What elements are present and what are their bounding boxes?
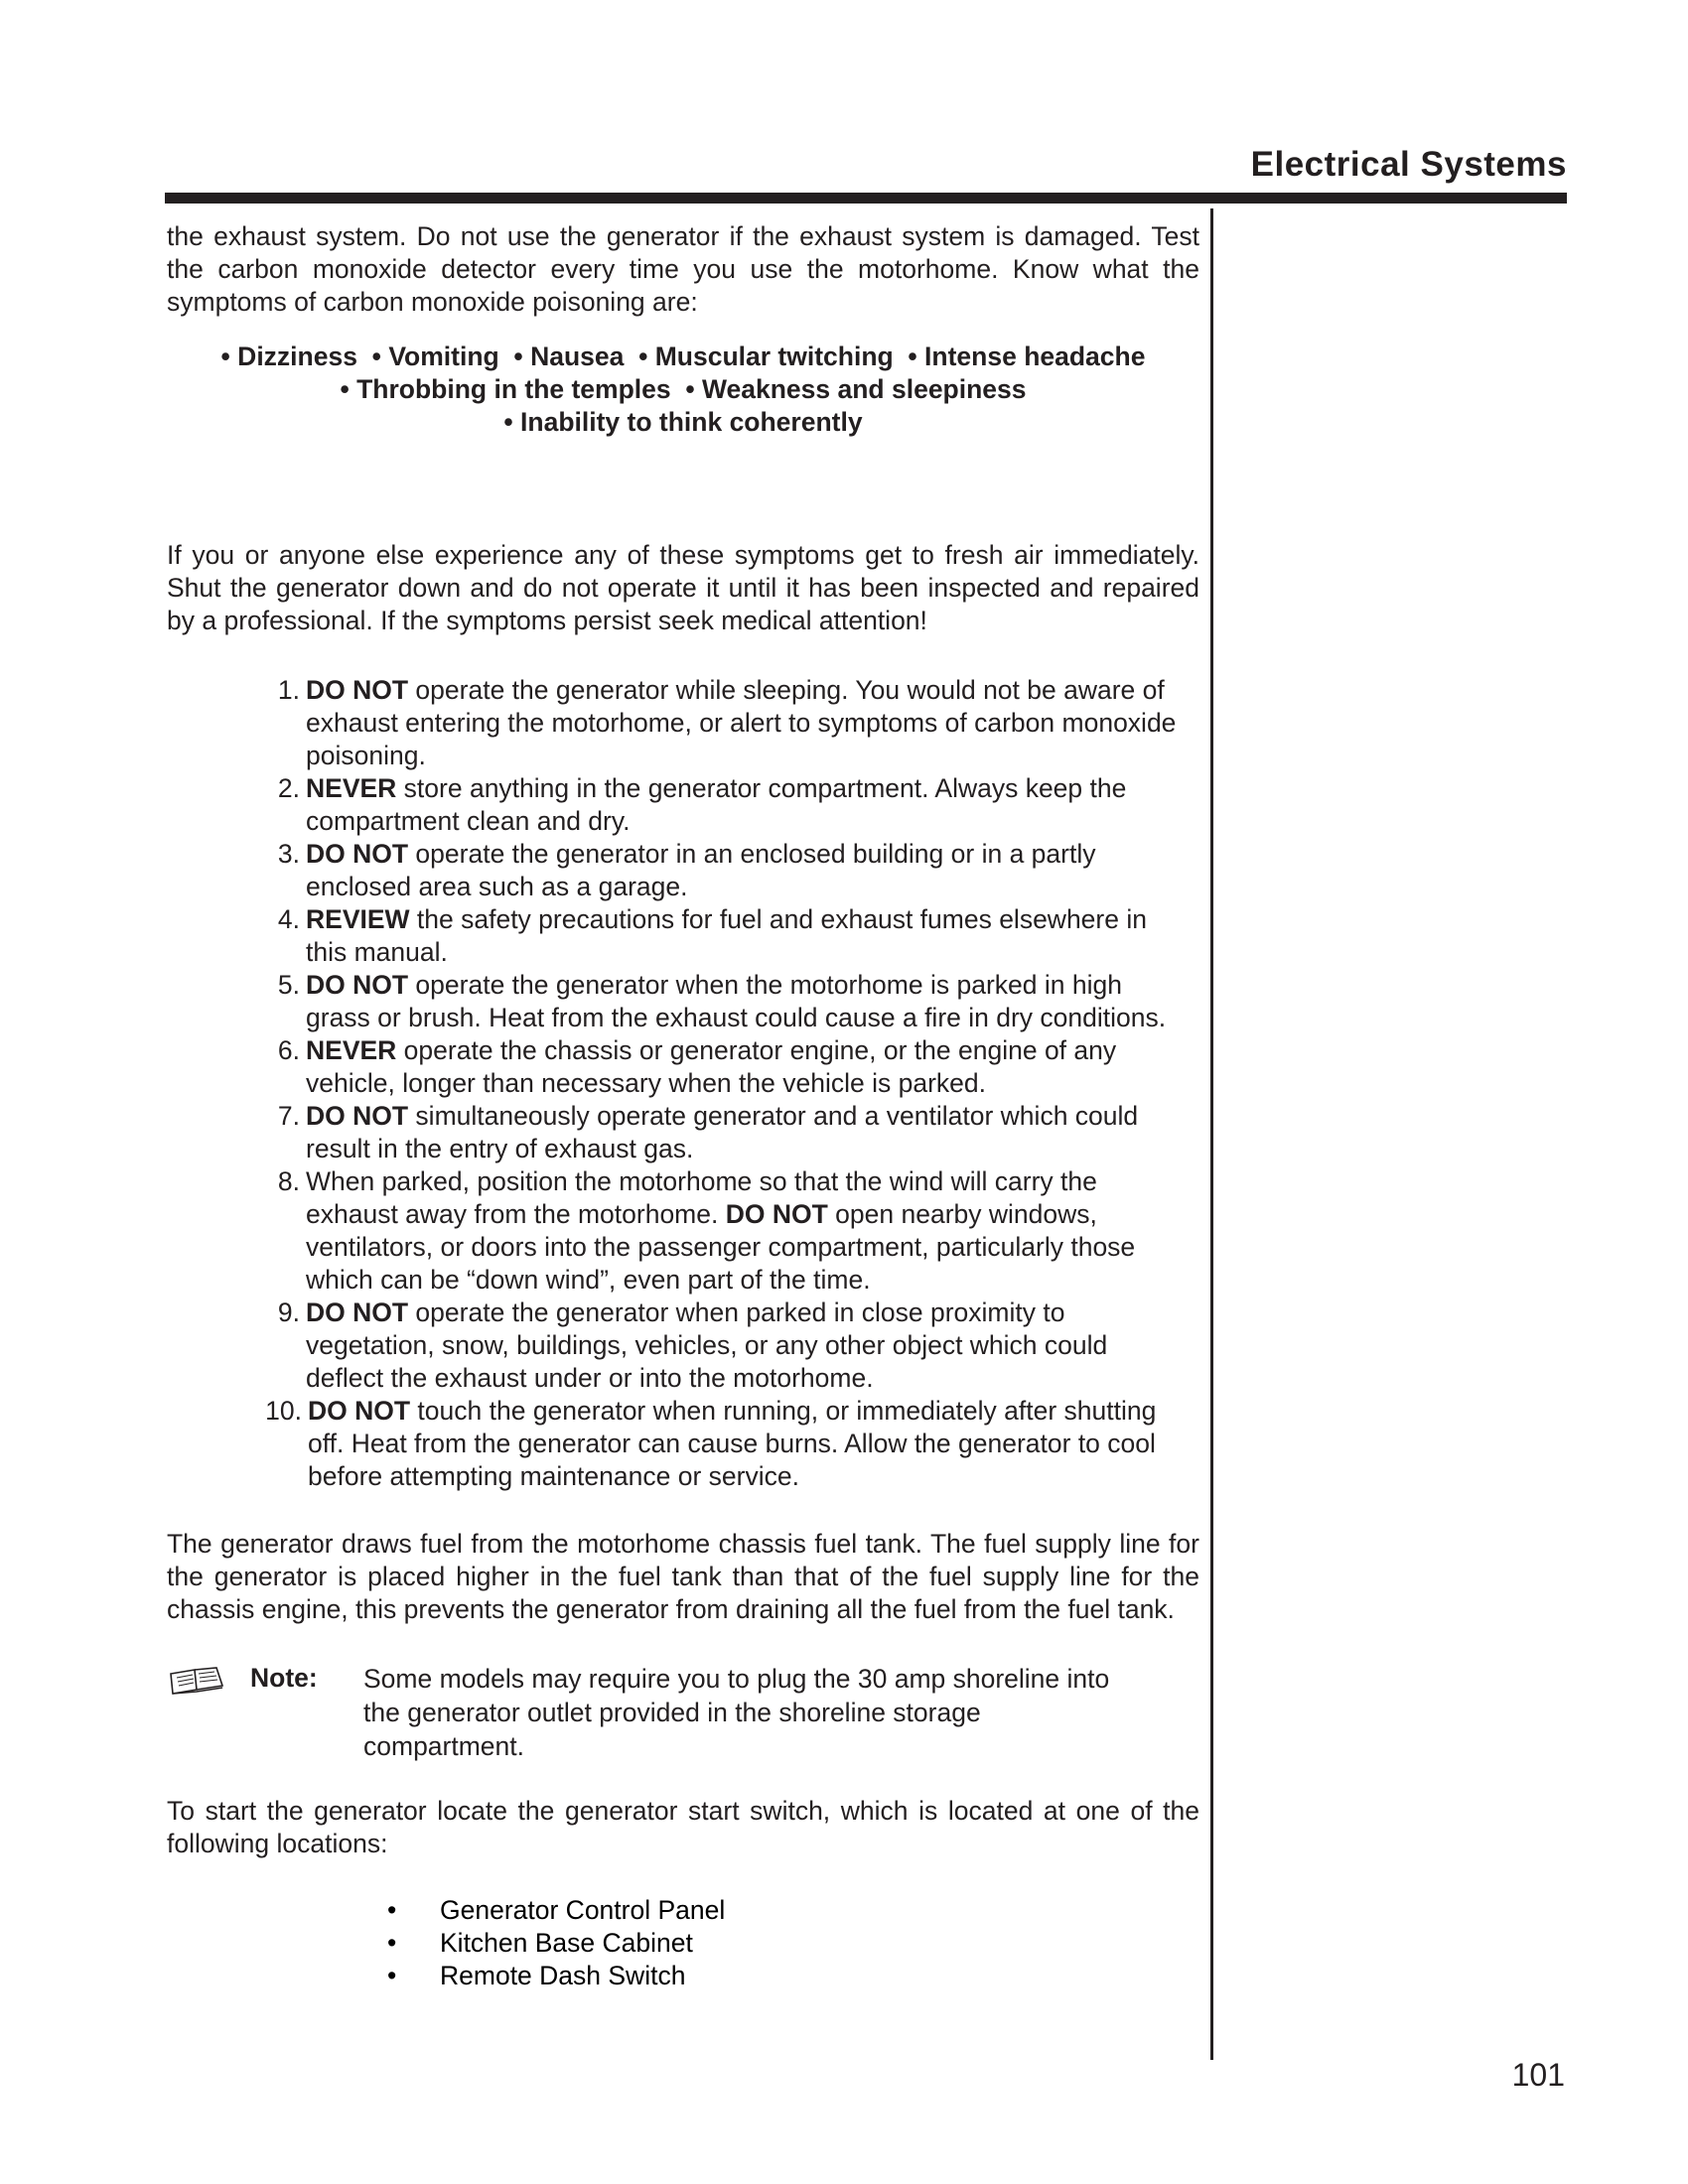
symptoms-line: • Inability to think coherently [503,407,863,437]
item-keyword: NEVER [306,773,397,803]
item-number: 7. [277,1101,300,1131]
item-text: open nearby windows, ventilators, or doors into the passenger compartment, particularly those which can be “down wind”, even part of the time. [306,1199,1136,1295]
item-text: operate the chassis or generator engine, or the engine of any vehicle, longer than necessary when the vehicle is parked. [306,1035,1117,1098]
fuel-paragraph: The generator draws fuel from the motorhome chassis fuel tank. The fuel supply line for the generator is placed higher in the fuel tank than that of the fuel supply line for the chassis engine, this prevents the generator from draining all the fuel from the fuel tank. [167,1529,1199,1624]
item-number: 10. [265,1396,302,1426]
list-item [167,1960,1199,1992]
header-rule [165,193,1567,204]
list-item [167,1927,1199,1960]
bullet: • [387,1895,397,1925]
safety-rules-list [167,674,1184,1493]
item-text: operate the generator when the motorhome is parked in high grass or brush. Heat from the exhaust could cause a fire in dry conditions. [306,970,1167,1032]
intro-paragraph: the exhaust system. Do not use the generator if the exhaust system is damaged. Test the carbon monoxide detector every time you use the motorhome. Know what the symptoms of carbon monoxide poisoning are: [167,221,1199,317]
item-keyword: DO NOT [306,839,409,869]
list-item [260,1297,1184,1395]
column-rule [1210,208,1213,2060]
item-keyword: REVIEW [306,904,410,934]
list-item [260,1034,1184,1100]
item-text: store anything in the generator compartment. Always keep the compartment clean and dry. [306,773,1127,836]
item-keyword: DO NOT [306,675,409,705]
list-item [167,1894,1199,1927]
list-item [260,1395,1184,1493]
note-text: Some models may require you to plug the 30 amp shoreline into the generator outlet provided in the shoreline storage compartment. [363,1664,1110,1761]
item-keyword: DO NOT [725,1199,828,1229]
start-paragraph: To start the generator locate the generator start switch, which is located at one of the following locations: [167,1796,1199,1858]
item-number: 8. [277,1166,300,1196]
item-keyword: DO NOT [308,1396,411,1426]
location-label: Remote Dash Switch [440,1961,686,1990]
symptoms-line: • Dizziness • Vomiting • Nausea • Muscular twitching • Intense headache [220,341,1146,371]
list-item [260,903,1184,969]
item-number: 5. [277,970,300,1000]
list-item [260,969,1184,1034]
item-keyword: NEVER [306,1035,397,1065]
note-box [167,1662,1199,1765]
item-text: operate the generator in an enclosed building or in a partly enclosed area such as a garage. [306,839,1096,901]
item-number: 3. [277,839,300,869]
bullet: • [387,1961,397,1990]
item-text: operate the generator when parked in close proximity to vegetation, snow, buildings, vehicles, or any other object which could deflect the exhaust under or into the motorhome. [306,1297,1108,1393]
page-number: 101 [1511,2057,1565,2093]
item-number: 4. [277,904,300,934]
item-keyword: DO NOT [306,1297,409,1327]
page-body [167,220,1199,1992]
bullet: • [387,1928,397,1958]
item-keyword: DO NOT [306,1101,409,1131]
item-text: the safety precautions for fuel and exhaust fumes elsewhere in this manual. [306,904,1147,967]
locations-list [167,1894,1199,1992]
list-item [260,1165,1184,1297]
list-item [260,772,1184,838]
item-keyword: DO NOT [306,970,409,1000]
section-title: Electrical Systems [1250,145,1567,184]
item-number: 9. [277,1297,300,1327]
list-item [260,674,1184,772]
symptoms-line: • Throbbing in the temples • Weakness and sleepiness [340,374,1027,404]
item-text: touch the generator when running, or immediately after shutting off. Heat from the generator can cause burns. Allow the generator to cool before attempting maintenance or service. [308,1396,1157,1491]
list-item [260,1100,1184,1165]
item-text: When parked, position the motorhome so that the wind will carry the exhaust away from the motorhome. [306,1166,1097,1229]
item-number: 1. [277,675,300,705]
symptoms-list [167,341,1199,439]
open-book-icon [167,1666,226,1698]
location-label: Kitchen Base Cabinet [440,1928,693,1958]
location-label: Generator Control Panel [440,1895,726,1925]
item-text: simultaneously operate generator and a ventilator which could result in the entry of exhaust gas. [306,1101,1139,1163]
item-number: 6. [277,1035,300,1065]
item-number: 2. [277,773,300,803]
item-text: operate the generator while sleeping. You would not be aware of exhaust entering the motorhome, or alert to symptoms of carbon monoxide poisoning. [306,675,1177,770]
list-item [260,838,1184,903]
warning-paragraph: If you or anyone else experience any of these symptoms get to fresh air immediately. Shut the generator down and do not operate it until it has been inspected and repaired by a professional. If the symptoms persist seek medical attention! [167,540,1199,635]
note-label: Note: [250,1663,318,1693]
